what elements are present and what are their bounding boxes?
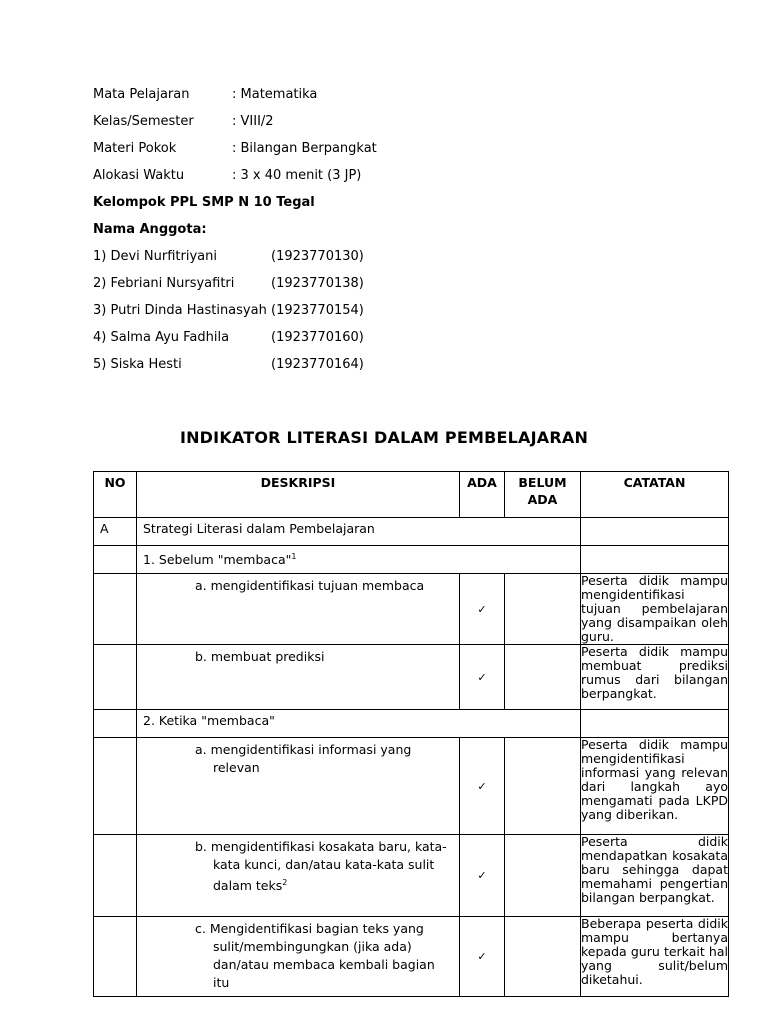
indicator-cell xyxy=(137,738,460,835)
indicator-text: a. mengidentifikasi informasi yang relevan xyxy=(195,742,412,775)
table-row xyxy=(94,835,729,917)
member-name: 3) Putri Dinda Hastinasyah xyxy=(93,303,267,318)
note-text: Peserta didik mampu membuat prediksi rumus dari bilangan berpangkat. xyxy=(581,645,729,710)
indicator-cell xyxy=(137,574,460,645)
empty-cell xyxy=(94,710,137,738)
table-row xyxy=(94,574,729,645)
footnote-marker: 2 xyxy=(282,878,288,887)
subsection-row xyxy=(94,546,729,574)
empty-cell xyxy=(94,645,137,710)
table-row xyxy=(94,917,729,997)
subject-value: : Matematika xyxy=(232,87,318,102)
check-mark: ✓ xyxy=(460,917,505,997)
empty-cell xyxy=(505,835,581,917)
indicator-text: b. membuat prediksi xyxy=(195,649,325,664)
indicator-text: a. mengidentifikasi tujuan membaca xyxy=(195,578,425,593)
note-text: Beberapa peserta didik mampu bertanya kepada guru terkait hal yang sulit/belum diketahui. xyxy=(581,917,729,997)
empty-cell xyxy=(505,574,581,645)
member-id: (1923770130) xyxy=(271,249,364,264)
section-row xyxy=(94,518,729,546)
note-text: Peserta didik mendapatkan kosakata baru sehingga dapat memahami pengertian bilangan berpangkat. xyxy=(581,835,729,917)
check-mark: ✓ xyxy=(460,645,505,710)
empty-cell xyxy=(94,738,137,835)
check-mark: ✓ xyxy=(460,835,505,917)
member-id: (1923770154) xyxy=(271,303,364,318)
subject-label: Mata Pelajaran xyxy=(93,87,190,102)
class-value: : VIII/2 xyxy=(232,114,274,129)
empty-cell xyxy=(505,738,581,835)
empty-cell xyxy=(94,917,137,997)
time-value: : 3 x 40 menit (3 JP) xyxy=(232,168,362,183)
header-no: NO xyxy=(94,472,137,518)
indicator-cell xyxy=(137,835,460,917)
member-id: (1923770164) xyxy=(271,357,364,372)
time-label: Alokasi Waktu xyxy=(93,168,185,183)
check-mark: ✓ xyxy=(460,738,505,835)
literacy-indicator-table xyxy=(93,471,729,997)
group-name: Kelompok PPL SMP N 10 Tegal xyxy=(93,195,315,210)
empty-cell xyxy=(94,574,137,645)
note-text: Peserta didik mampu mengidentifikasi informasi yang relevan dari langkah ayo mengamati pada LKPD yang diberikan. xyxy=(581,738,729,835)
member-name: 1) Devi Nurfitriyani xyxy=(93,249,217,264)
indicator-cell xyxy=(137,917,460,997)
header-ada: ADA xyxy=(460,472,505,518)
topic-label: Materi Pokok xyxy=(93,141,177,156)
member-id: (1923770138) xyxy=(271,276,364,291)
subsection-title: 2. Ketika "membaca" xyxy=(137,710,581,738)
header-description: DESKRIPSI xyxy=(137,472,460,518)
table-header-row xyxy=(94,472,729,518)
page-title: INDIKATOR LITERASI DALAM PEMBELAJARAN xyxy=(179,428,589,447)
empty-cell xyxy=(94,546,137,574)
subsection-text: 1. Sebelum "membaca" xyxy=(143,552,292,568)
member-id: (1923770160) xyxy=(271,330,364,345)
empty-cell xyxy=(505,917,581,997)
note-text: Peserta didik mampu mengidentifikasi tujuan pembelajaran yang disampaikan oleh guru. xyxy=(581,573,728,644)
member-name: 5) Siska Hesti xyxy=(93,357,182,372)
indicator-wrapper xyxy=(189,838,451,895)
member-name: 4) Salma Ayu Fadhila xyxy=(93,330,230,345)
check-mark: ✓ xyxy=(460,574,505,645)
footnote-marker: 1 xyxy=(291,552,297,561)
empty-cell xyxy=(581,518,729,546)
topic-value: : Bilangan Berpangkat xyxy=(232,141,377,156)
indicator-text: c. Mengidentifikasi bagian teks yang sulit/membingungkan (jika ada) dan/atau membaca kembali bagian itu xyxy=(195,921,435,990)
subsection-title xyxy=(137,546,581,574)
empty-cell xyxy=(581,710,729,738)
header-catatan: CATATAN xyxy=(581,472,729,518)
members-heading: Nama Anggota: xyxy=(93,222,207,237)
empty-cell xyxy=(94,835,137,917)
member-name: 2) Febriani Nursyafitri xyxy=(93,276,235,291)
section-title: Strategi Literasi dalam Pembelajaran xyxy=(137,518,581,546)
header-belum-ada: BELUM ADA xyxy=(505,472,581,518)
table-row xyxy=(94,645,729,710)
subsection-row xyxy=(94,710,729,738)
section-number: A xyxy=(94,518,137,546)
indicator-text: b. mengidentifikasi kosakata baru, kata-kata kunci, dan/atau kata-kata sulit dalam teks xyxy=(195,839,447,894)
table-row xyxy=(94,738,729,835)
empty-cell xyxy=(505,645,581,710)
class-label: Kelas/Semester xyxy=(93,114,194,129)
indicator-cell xyxy=(137,645,460,710)
empty-cell xyxy=(581,546,729,574)
